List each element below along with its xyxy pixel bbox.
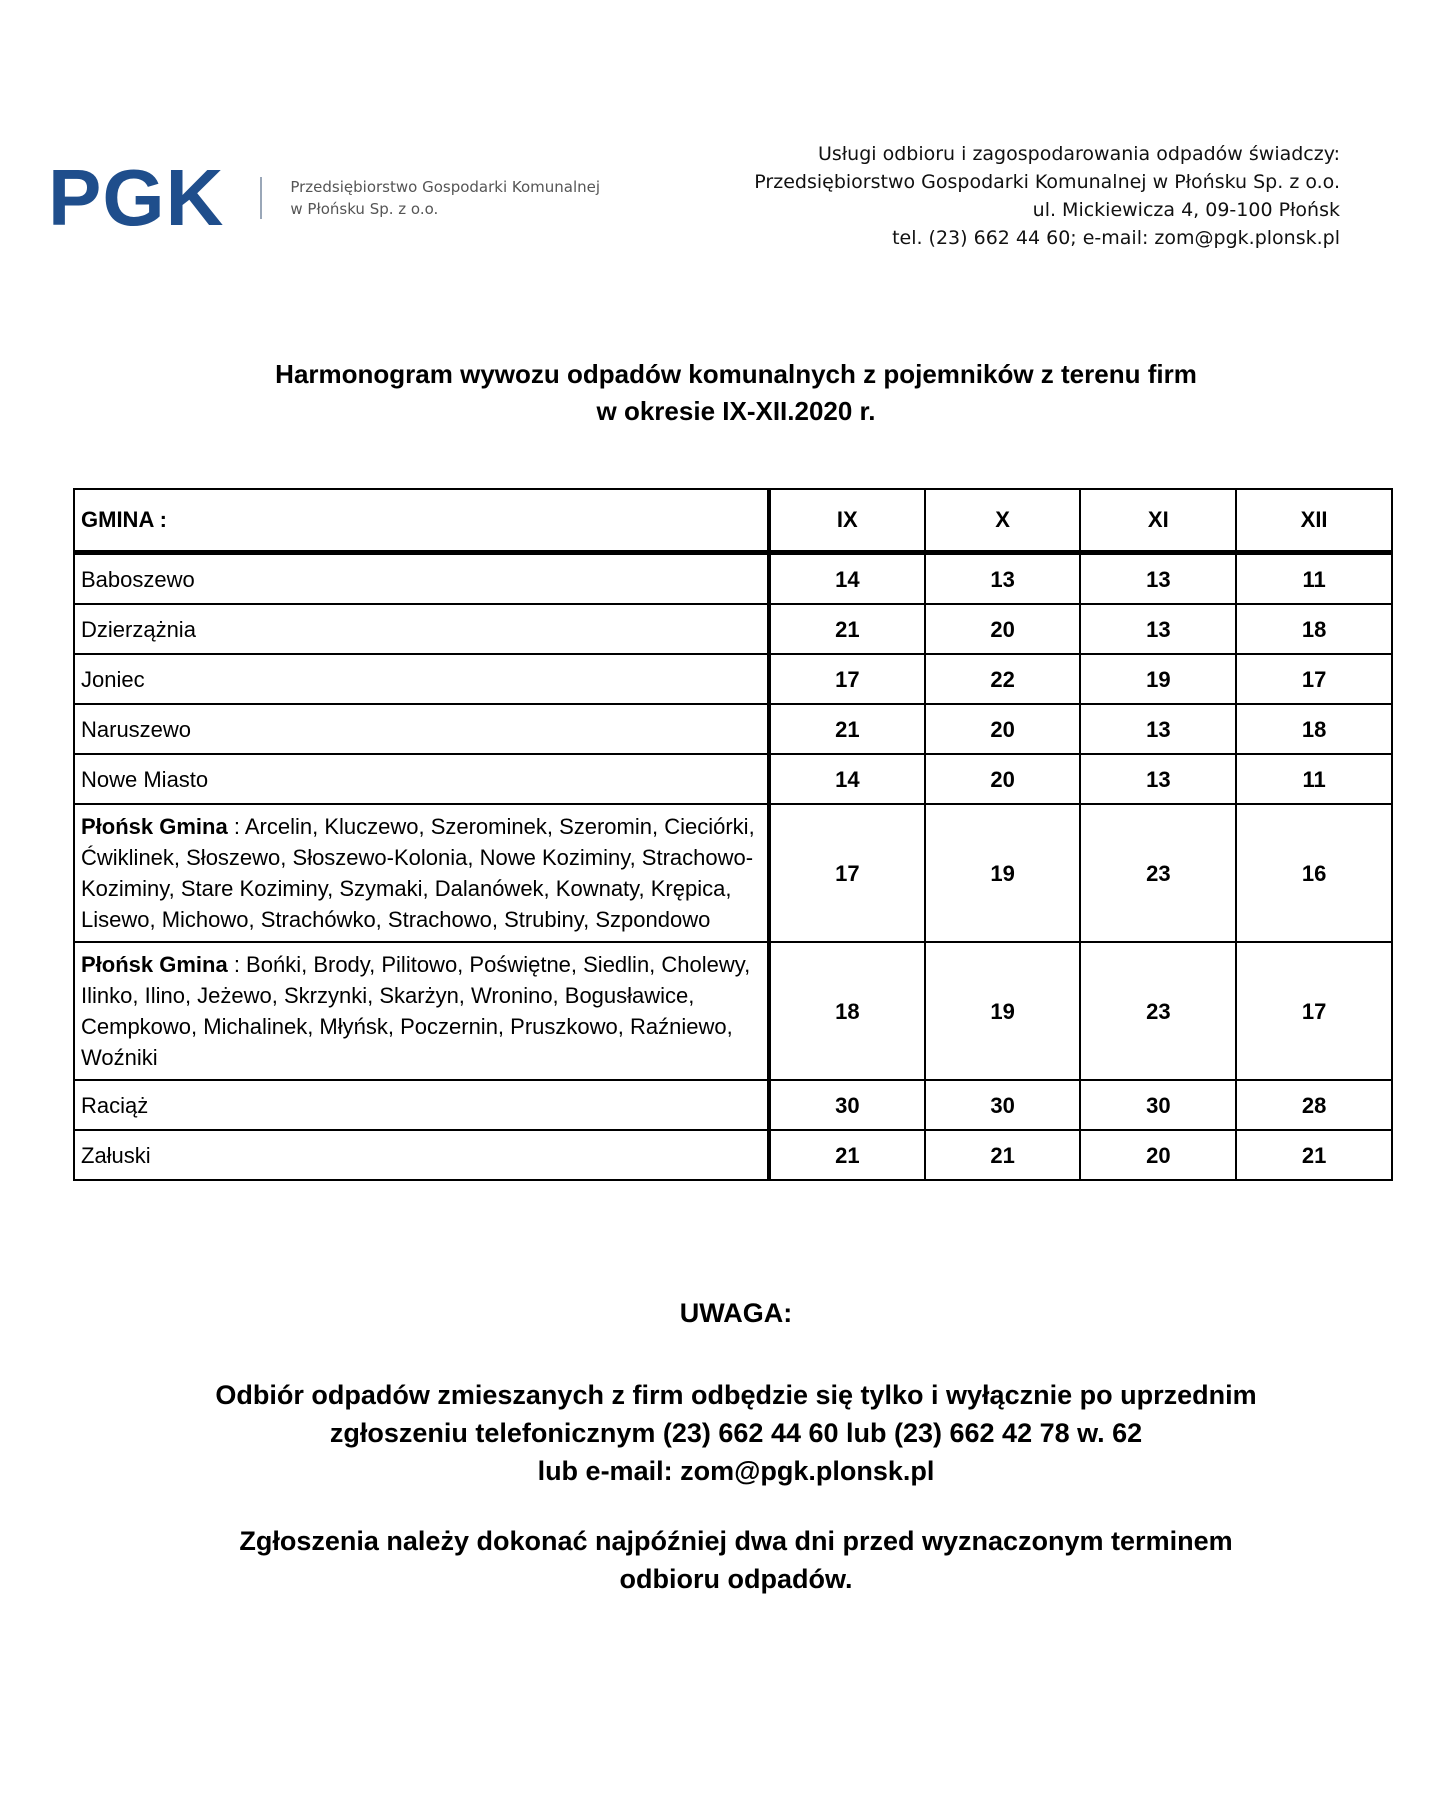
provider-address: ul. Mickiewicza 4, 09-100 Płońsk [1032, 199, 1340, 221]
notice-paragraph-1 [0, 1376, 1452, 1490]
title-line1: Harmonogram wywozu odpadów komunalnych z pojemników z terenu firm [275, 359, 1197, 389]
gmina-name: Raciąż [74, 1080, 769, 1130]
table-row [74, 754, 1392, 804]
notice-p1-line3: lub e-mail: zom@pgk.plonsk.pl [537, 1456, 935, 1486]
provider-contact: tel. (23) 662 44 60; e-mail: zom@pgk.plonsk.pl [892, 227, 1340, 249]
logo-separator [260, 177, 262, 219]
header-gmina: GMINA : [74, 489, 769, 553]
table-row [74, 1130, 1392, 1180]
day-ix: 21 [769, 704, 925, 754]
day-x: 21 [925, 1130, 1081, 1180]
header-month-x: X [925, 489, 1081, 553]
header-month-ix: IX [769, 489, 925, 553]
gmina-name [74, 942, 769, 1080]
logo-company-name [290, 176, 600, 220]
notice-p2-line1: Zgłoszenia należy dokonać najpóźniej dwa dni przed wyznaczonym terminem [239, 1526, 1233, 1556]
table-row [74, 1080, 1392, 1130]
day-xii: 18 [1236, 704, 1392, 754]
schedule-table [73, 488, 1393, 1181]
day-xi: 13 [1080, 704, 1236, 754]
logo-mark: PGK [48, 153, 225, 242]
day-xii: 17 [1236, 654, 1392, 704]
day-x: 19 [925, 804, 1081, 942]
table-header-row [74, 489, 1392, 553]
table-row [74, 553, 1392, 605]
gmina-name-bold: Płońsk Gmina [81, 952, 228, 977]
company-logo [48, 153, 601, 242]
gmina-name: Dzierzążnia [74, 604, 769, 654]
logo-text-line1: Przedsiębiorstwo Gospodarki Komunalnej [290, 178, 601, 196]
gmina-name: Załuski [74, 1130, 769, 1180]
gmina-name: Nowe Miasto [74, 754, 769, 804]
gmina-name-bold: Płońsk Gmina [81, 814, 228, 839]
notice-heading: UWAGA: [679, 1298, 793, 1328]
provider-line2: Przedsiębiorstwo Gospodarki Komunalnej w Płońsku Sp. z o.o. [754, 171, 1340, 193]
day-ix: 17 [769, 654, 925, 704]
day-ix: 17 [769, 804, 925, 942]
gmina-localities: : Arcelin, Kluczewo, Szerominek, Szeromin, Cieciórki, Ćwiklinek, Słoszewo, Słoszewo-Kolonia, Nowe Koziminy, Strachowo-Koziminy, Stare Koziminy, Szymaki, Dalanówek, Kownaty, Krępica, Lisewo, Michowo, Strachówko, Strachowo, Strubiny, Szpondowo [81, 814, 755, 932]
gmina-name: Naruszewo [74, 704, 769, 754]
notice-p2-line2: odbioru odpadów. [619, 1564, 853, 1594]
table-row [74, 654, 1392, 704]
day-ix: 21 [769, 1130, 925, 1180]
gmina-name: Baboszewo [74, 553, 769, 605]
day-x: 22 [925, 654, 1081, 704]
day-xii: 11 [1236, 754, 1392, 804]
table-row [74, 804, 1392, 942]
table-row [74, 704, 1392, 754]
gmina-localities: : Bońki, Brody, Pilitowo, Poświętne, Siedlin, Cholewy, Ilinko, Ilino, Jeżewo, Skrzynki, Skarżyn, Wronino, Bogusławice, Cempkowo, Michalinek, Młyńsk, Poczernin, Pruszkowo, Raźniewo, Woźniki [81, 952, 751, 1070]
provider-line1: Usługi odbioru i zagospodarowania odpadów świadczy: [817, 143, 1340, 165]
document-title [0, 356, 1452, 430]
day-xi: 23 [1080, 804, 1236, 942]
day-ix: 30 [769, 1080, 925, 1130]
day-ix: 14 [769, 754, 925, 804]
day-xi: 20 [1080, 1130, 1236, 1180]
notice-paragraph-2 [0, 1522, 1452, 1598]
notice-p1-line2: zgłoszeniu telefonicznym (23) 662 44 60 lub (23) 662 42 78 w. 62 [329, 1418, 1143, 1448]
day-xii: 18 [1236, 604, 1392, 654]
day-x: 30 [925, 1080, 1081, 1130]
day-xii: 17 [1236, 942, 1392, 1080]
day-x: 20 [925, 604, 1081, 654]
day-x: 20 [925, 754, 1081, 804]
notice-p1-line1: Odbiór odpadów zmieszanych z firm odbędzie się tylko i wyłącznie po uprzednim [215, 1380, 1257, 1410]
day-xi: 30 [1080, 1080, 1236, 1130]
gmina-name: Joniec [74, 654, 769, 704]
day-xii: 16 [1236, 804, 1392, 942]
day-ix: 18 [769, 942, 925, 1080]
day-x: 19 [925, 942, 1081, 1080]
table-row [74, 604, 1392, 654]
day-xii: 21 [1236, 1130, 1392, 1180]
logo-text-line2: w Płońsku Sp. z o.o. [290, 200, 439, 218]
day-ix: 21 [769, 604, 925, 654]
header-month-xi: XI [1080, 489, 1236, 553]
provider-info [754, 140, 1340, 252]
gmina-name [74, 804, 769, 942]
day-xi: 13 [1080, 604, 1236, 654]
day-xii: 11 [1236, 553, 1392, 605]
day-xi: 13 [1080, 553, 1236, 605]
day-xi: 23 [1080, 942, 1236, 1080]
table-row [74, 942, 1392, 1080]
day-xii: 28 [1236, 1080, 1392, 1130]
day-x: 13 [925, 553, 1081, 605]
day-xi: 13 [1080, 754, 1236, 804]
title-line2: w okresie IX-XII.2020 r. [596, 396, 876, 426]
header-month-xii: XII [1236, 489, 1392, 553]
day-ix: 14 [769, 553, 925, 605]
day-x: 20 [925, 704, 1081, 754]
day-xi: 19 [1080, 654, 1236, 704]
